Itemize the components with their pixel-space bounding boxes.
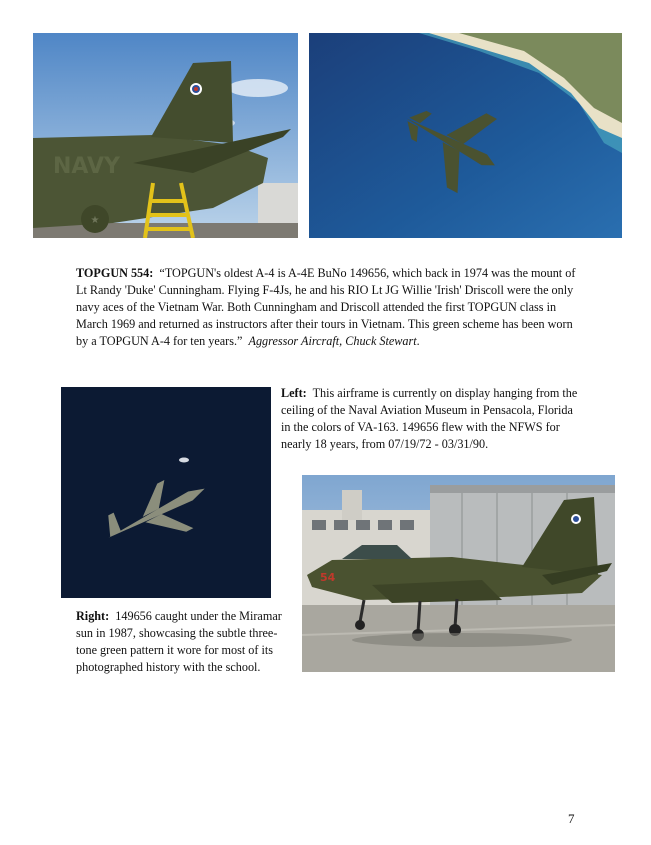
main-caption-citation: Aggressor Aircraft, Chuck Stewart	[248, 334, 417, 348]
svg-text:★: ★	[90, 215, 100, 226]
photo-museum-tail	[33, 33, 298, 238]
main-caption-end: .	[416, 334, 420, 348]
main-caption-body: “TOPGUN's oldest A-4 is A-4E BuNo 149656, which back in 1974 was the mount of Lt Randy 'Duke' Cunningham. Flying F-4Js, he and his RIO Lt JG Willie 'Irish' Driscoll were the only navy aces of the Vietnam War. Both Cunningham and Driscoll attended the first TOPGUN class in March 1969 and returned as instructors after their tours in Vietnam. This green scheme has been worn by a TOPGUN A-4 for ten years.”	[76, 266, 576, 348]
photo-in-flight	[61, 387, 271, 598]
left-caption-lead: Left:	[281, 386, 307, 400]
main-caption	[76, 265, 576, 350]
photo-on-ramp	[302, 475, 615, 672]
right-caption	[76, 608, 298, 676]
left-caption-body: This airframe is currently on display hanging from the ceiling of the Naval Aviation Museum in Pensacola, Florida in the colors of VA-163. 149656 flew with the NFWS for nearly 18 years, from 07/19/72 - 03/31/90.	[281, 386, 578, 451]
right-caption-body: 149656 caught under the Miramar sun in 1987, showcasing the subtle three-tone green pattern it wore for most of its photographed history with the school.	[76, 609, 282, 674]
main-caption-lead: TOPGUN 554:	[76, 266, 154, 280]
photo-over-water	[309, 33, 622, 238]
page-number: 7	[568, 811, 575, 826]
right-caption-lead: Right:	[76, 609, 110, 623]
ramp-modex-number: 54	[320, 571, 336, 584]
tail-navy-marking: NAVY	[53, 154, 120, 179]
left-caption	[281, 385, 581, 453]
